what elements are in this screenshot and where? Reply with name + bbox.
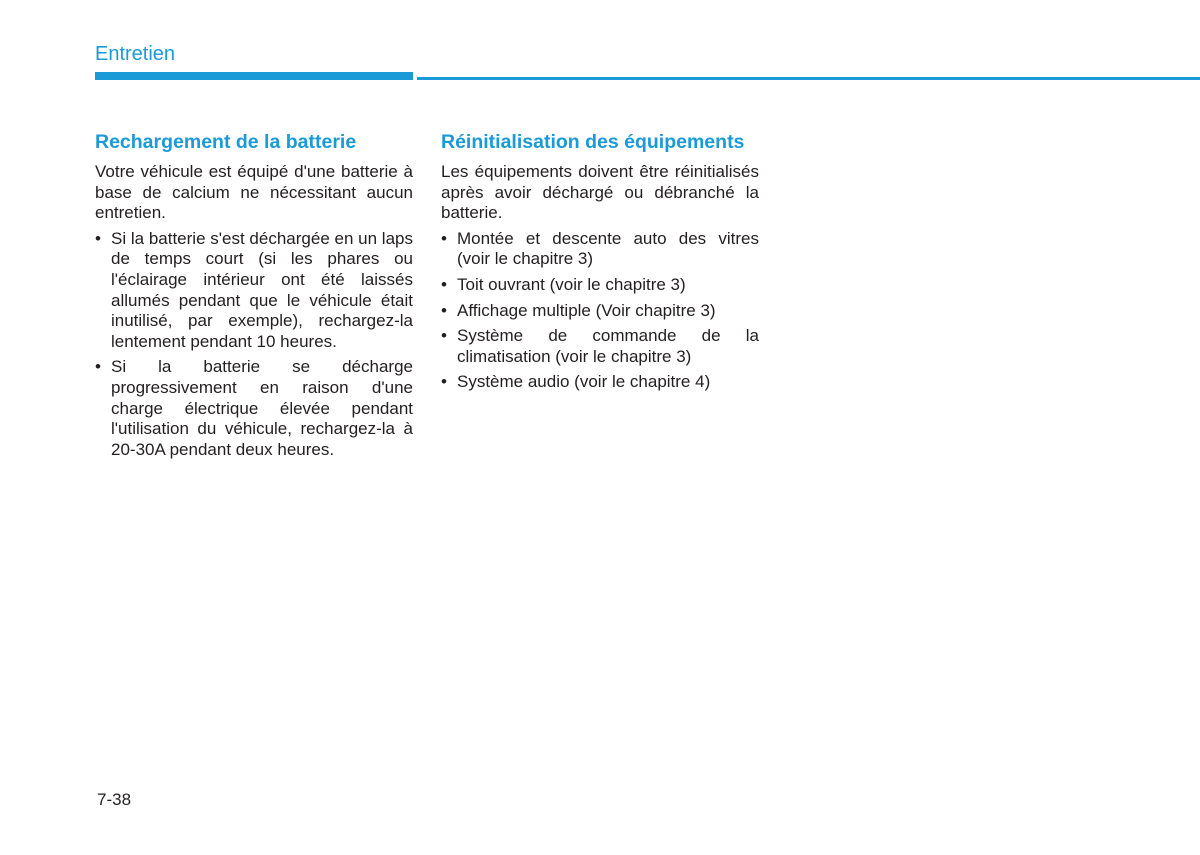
list-item [441,301,759,322]
header-rule-thick [95,72,413,80]
equipment-reset-intro: Les équipements doivent être réinitialisés après avoir déchargé ou débranché la batterie. [441,162,759,223]
list-item-text: Toit ouvrant (voir le chapitre 3) [457,274,686,294]
battery-charging-list [95,229,413,461]
bullet-icon: • [441,300,447,320]
equipment-reset-list [441,229,759,393]
bullet-icon: • [441,326,447,346]
equipment-reset-heading: Réinitialisation des équipements [441,131,745,153]
bullet-icon: • [95,228,101,248]
left-column [95,131,413,465]
list-item-text: Système audio (voir le chapitre 4) [457,372,711,392]
list-item-text: Affichage multiple (Voir chapitre 3) [457,300,716,320]
right-column [441,131,759,398]
list-item [441,326,759,367]
list-item [441,372,759,393]
list-item [95,357,413,460]
list-item-text: Système de commande de la climatisation (voir le chapitre 3) [457,326,759,366]
bullet-icon: • [441,228,447,248]
list-item [441,229,759,270]
list-item-text: Montée et descente auto des vitres (voir le chapitre 3) [457,228,759,269]
list-item-text: Si la batterie s'est déchargée en un laps de temps court (si les phares ou l'éclairage intérieur ont été laissés allumés pendant que le véhicule était inutilisé, par exemple), rechargez-la lentement pendant 10 heures. [111,228,413,351]
battery-charging-intro: Votre véhicule est équipé d'une batterie à base de calcium ne nécessitant aucun entretien. [95,162,413,223]
header-rule-thin [417,77,1200,80]
list-item [95,229,413,353]
battery-charging-heading: Rechargement de la batterie [95,131,357,153]
bullet-icon: • [441,274,447,294]
list-item [441,275,759,296]
section-title: Entretien [95,43,176,65]
bullet-icon: • [441,372,447,392]
bullet-icon: • [95,357,101,377]
list-item-text: Si la batterie se décharge progressivement en raison d'une charge électrique élevée pendant l'utilisation du véhicule, rechargez-la à 20-30A pendant deux heures. [111,357,413,459]
page-number: 7-38 [97,790,132,809]
